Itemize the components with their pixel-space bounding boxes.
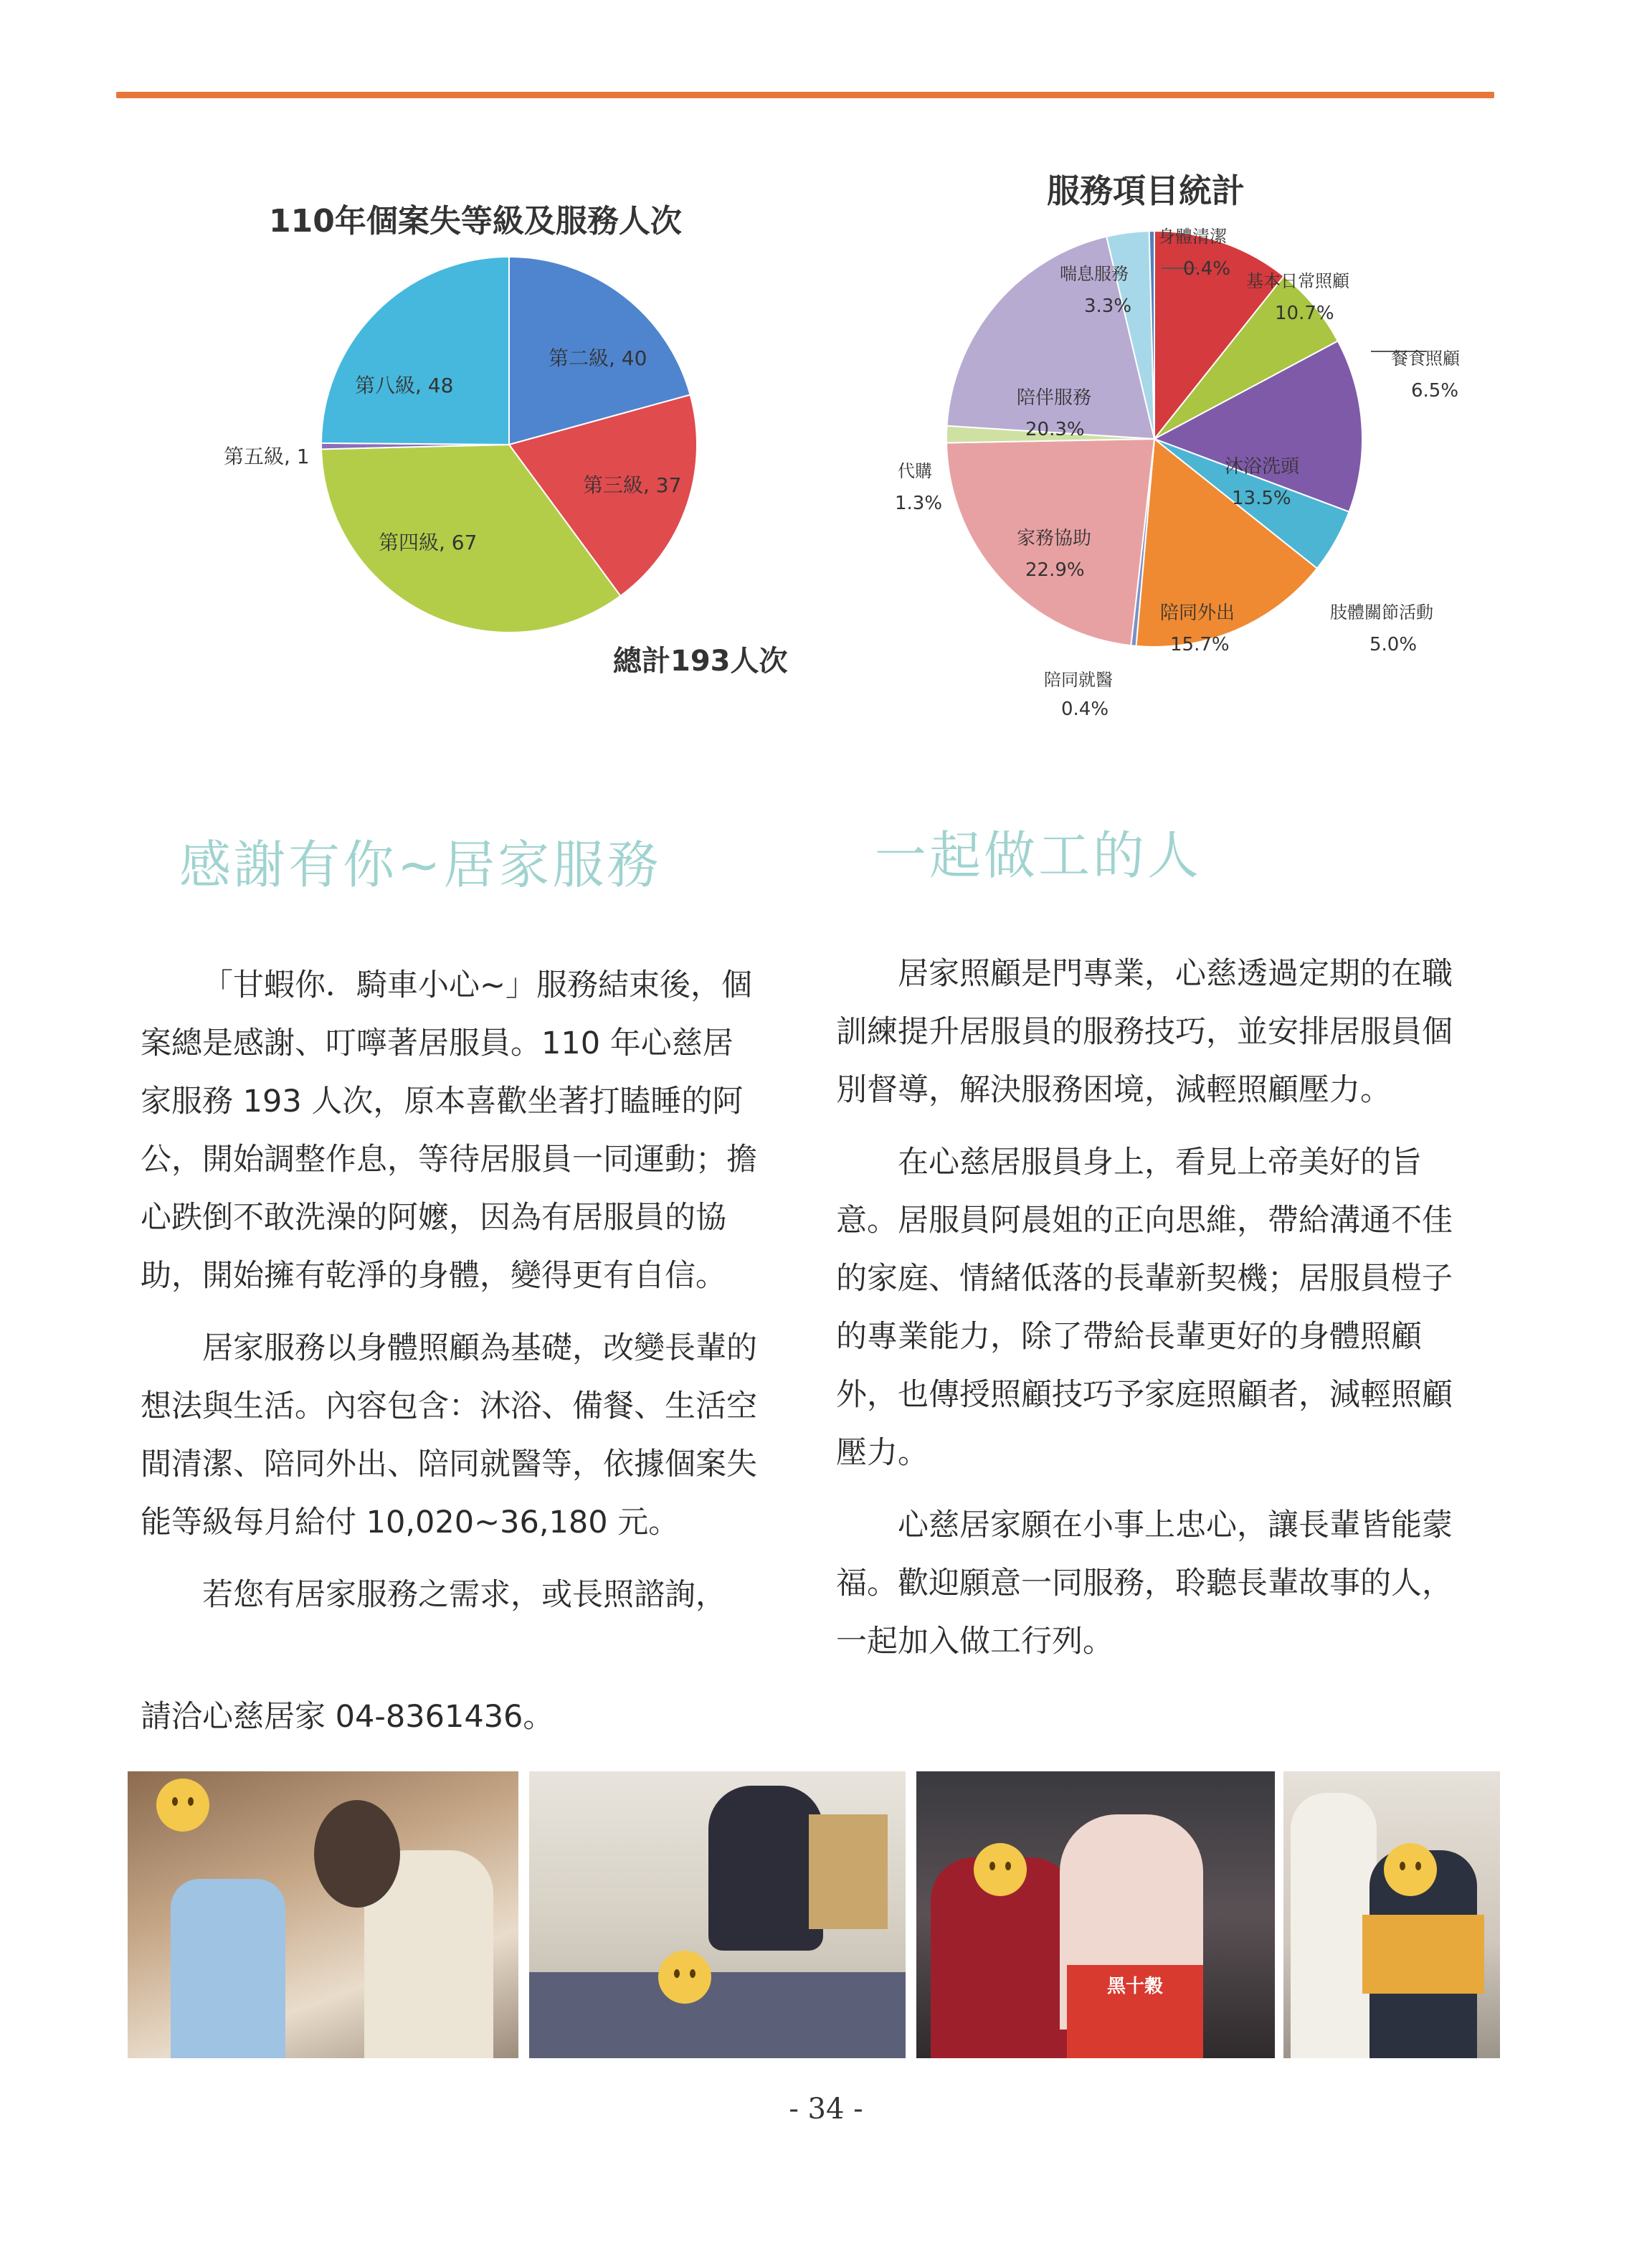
left-paragraph-1: 「甘蝦你．騎車小心~」服務結束後，個案總是感謝、叮嚀著居服員。110 年心慈居家服務 193 人次，原本喜歡坐著打瞌睡的阿公，開始調整作息，等待居服員一同運動；擔心跌倒不敢洗澡的阿嬤，因為有居服員的協助，開始擁有乾淨的身體，變得更有自信。 [141, 967, 757, 1294]
label-companion-pct: 20.3% [1025, 419, 1085, 440]
right-paragraph-3: 心慈居家願在小事上忠心，讓長輩皆能蒙福。歡迎願意一同服務，聆聽長輩故事的人，一起加入做工行列。 [836, 1507, 1453, 1659]
label-daily-care: 基本日常照顧 [1246, 271, 1349, 291]
label-joint-activity: 肢體關節活動 [1330, 602, 1433, 622]
case-level-slice-4 [321, 257, 509, 445]
slice-label-level4: 第四級, 67 [379, 531, 478, 554]
right-paragraph-1: 居家照顧是門專業，心慈透過定期的在職訓練提升居服員的服務技巧，並安排居服員個別督導，解決服務困境，減輕照顧壓力。 [836, 956, 1453, 1108]
chart-title: 服務項目統計 [1047, 171, 1245, 210]
page-number: - 34 - [789, 2093, 863, 2126]
right-paragraph-2: 在心慈居服員身上，看見上帝美好的旨意。居服員阿晨姐的正向思維，帶給溝通不佳的家庭、情緒低落的長輩新契機；居服員榿子的專業能力，除了帶給長輩更好的身體照顧外，也傳授照顧技巧予家庭照顧者，減輕照顧壓力。 [836, 1145, 1453, 1471]
gift-box-text: 黑十穀 [1106, 1976, 1163, 1997]
chart-total-label: 總計193人次 [613, 645, 788, 678]
label-body-cleaning: 身體清潔 [1158, 227, 1227, 247]
cereal-gift-box [1067, 1965, 1203, 2058]
heading-right: 一起做工的人 [875, 825, 1202, 886]
photo-bedside-care [529, 1771, 906, 2058]
blur-emoji-face [1384, 1843, 1437, 1896]
label-outing: 陪同外出 [1160, 602, 1235, 624]
label-daily-care-pct: 10.7% [1275, 303, 1334, 324]
pie-chart-1-svg [201, 186, 832, 688]
right-column [836, 945, 1457, 1685]
label-joint-activity-pct: 5.0% [1369, 634, 1418, 655]
label-bathing: 沐浴洗頭 [1225, 456, 1300, 478]
slice-label-level8: 第八級, 48 [355, 374, 454, 397]
slice-label-level3: 第三級, 37 [583, 473, 682, 497]
photo-strip [128, 1771, 1500, 2058]
label-body-cleaning-pct: 0.4% [1183, 258, 1231, 280]
pie-chart-case-levels [201, 186, 832, 688]
label-medical-visit: 陪同就醫 [1044, 670, 1113, 690]
chart-title: 110年個案失等級及服務人次 [269, 203, 682, 240]
blur-emoji-face [974, 1843, 1027, 1896]
label-outing-pct: 15.7% [1170, 634, 1230, 655]
label-respite: 喘息服務 [1060, 264, 1129, 284]
top-rule [116, 92, 1494, 98]
heading-left: 感謝有你~居家服務 [179, 835, 662, 895]
slice-label-level2: 第二級, 40 [549, 346, 647, 370]
photo-home-visit [128, 1771, 518, 2058]
blur-emoji-face [156, 1779, 209, 1832]
slice-label-level5: 第五級, 1 [224, 445, 310, 468]
label-respite-pct: 3.3% [1084, 295, 1132, 317]
left-paragraph-2: 居家服務以身體照顧為基礎，改變長輩的想法與生活。內容包含：沐浴、備餐、生活空間清潔、陪同外出、陪同就醫等，依據個案失能等級每月給付 10,020~36,180 元。 [141, 1330, 757, 1540]
pie-chart-service-items [875, 159, 1506, 747]
pie-chart-2-svg [875, 159, 1506, 747]
label-purchasing-pct: 1.3% [895, 493, 943, 514]
photo-volunteer-visit [1283, 1771, 1500, 2058]
label-housework-pct: 22.9% [1025, 559, 1085, 581]
blur-emoji-face [658, 1951, 711, 2004]
label-companion: 陪伴服務 [1017, 387, 1092, 409]
label-purchasing: 代購 [898, 461, 932, 481]
label-meal-care-pct: 6.5% [1411, 380, 1459, 402]
label-medical-visit-pct: 0.4% [1061, 698, 1109, 720]
left-column [141, 957, 761, 1639]
photo-gift-delivery [916, 1771, 1275, 2058]
left-paragraph-3: 若您有居家服務之需求，或長照諮詢， [202, 1577, 726, 1613]
left-paragraph-3-continued: 請洽心慈居家 04-8361436。 [141, 1699, 554, 1735]
label-meal-care: 餐食照顧 [1391, 349, 1460, 369]
label-bathing-pct: 13.5% [1232, 488, 1291, 509]
label-housework: 家務協助 [1017, 528, 1092, 549]
